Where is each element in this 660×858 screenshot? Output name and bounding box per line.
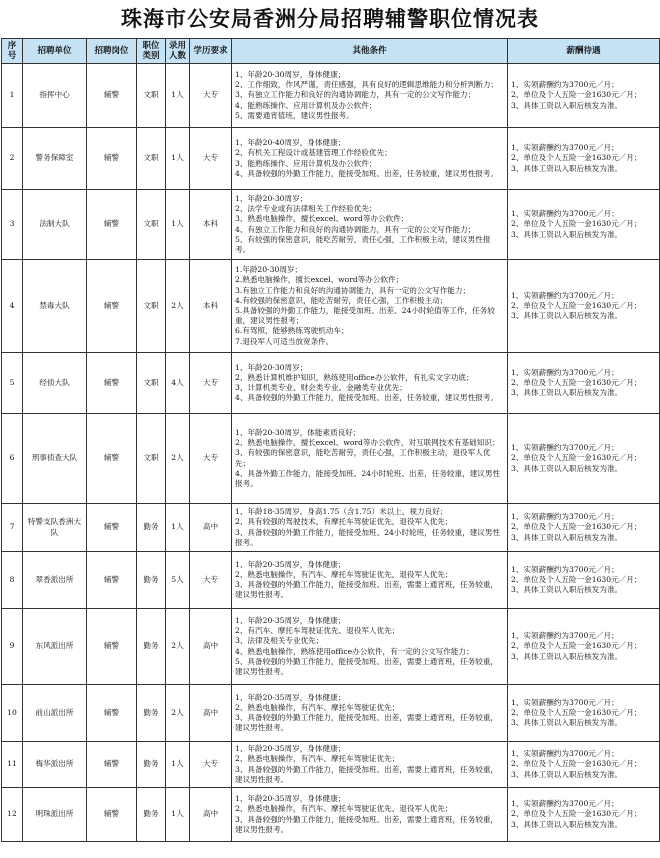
cell-post: 辅警 bbox=[87, 128, 137, 190]
cell-unit: 翠香派出所 bbox=[23, 552, 87, 609]
cell-conditions bbox=[232, 742, 508, 788]
salary-line: 2、单位及个人五险一金1630元／月； bbox=[511, 300, 642, 310]
cell-post: 辅警 bbox=[87, 788, 137, 842]
cell-post: 辅警 bbox=[87, 414, 137, 504]
condition-line: 1、年龄20-40周岁，身体健康； bbox=[235, 138, 346, 148]
salary-line: 2、单位及个人五险一金1630元／月； bbox=[511, 377, 642, 387]
condition-line: 2、熟悉电脑操作，有汽车、摩托车驾驶证优先、退役军人优先； bbox=[235, 804, 453, 814]
table-row bbox=[2, 414, 660, 504]
table-row bbox=[2, 190, 660, 260]
cell-count: 1人 bbox=[166, 64, 190, 128]
cell-seq: 10 bbox=[2, 685, 23, 742]
cell-count: 1人 bbox=[166, 128, 190, 190]
salary-line: 3、具体工资以入职后核发为准。 bbox=[511, 463, 623, 473]
salary-line: 1、实领薪酬约为3700元／月； bbox=[511, 564, 619, 574]
condition-line: 2、熟悉电脑操作，有汽车、摩托车驾驶证优先； bbox=[235, 754, 400, 764]
cell-category: 文职 bbox=[137, 353, 166, 414]
cell-conditions bbox=[232, 788, 508, 842]
cell-post: 辅警 bbox=[87, 260, 137, 353]
cell-education: 大专 bbox=[190, 414, 232, 504]
cell-salary bbox=[508, 552, 660, 609]
cell-conditions bbox=[232, 685, 508, 742]
cell-count: 1人 bbox=[166, 504, 190, 552]
header-post: 招聘岗位 bbox=[87, 39, 137, 64]
table-row bbox=[2, 353, 660, 414]
salary-line: 3、具体工资以入职后核发为准。 bbox=[511, 229, 623, 239]
cell-salary bbox=[508, 64, 660, 128]
cell-category: 文职 bbox=[137, 260, 166, 353]
cell-count: 2人 bbox=[166, 609, 190, 685]
condition-line: 3、具备较强的外勤工作能力，能接受加班、出差，需要上通宵班，任务较重，建议男性报考。 bbox=[235, 713, 499, 733]
condition-line: 4、具备较强的外勤工作能力，能接受加班、出差，任务较重，建议男性报考。 bbox=[235, 168, 499, 178]
header-conditions: 其他条件 bbox=[232, 39, 508, 64]
cell-category: 勤务 bbox=[137, 504, 166, 552]
table-row bbox=[2, 64, 660, 128]
condition-line: 4、熟悉电脑操作，熟练使用office办公软件，有一定的公文写作能力； bbox=[235, 646, 474, 656]
condition-line: 2、具有较强的驾驶技术，有摩托车驾驶证优先，退役军人优先； bbox=[235, 517, 453, 527]
salary-line: 2、单位及个人五险一金1630元／月； bbox=[511, 219, 642, 229]
cell-salary bbox=[508, 414, 660, 504]
condition-line: 2、有机关工程设计或基建管理工作经验优先； bbox=[235, 148, 392, 158]
table-header-row bbox=[2, 39, 660, 64]
salary-line: 3、具体工资以入职后核发为准。 bbox=[511, 532, 623, 542]
condition-line: 5、需要通宵值班，建议男性报考。 bbox=[235, 110, 354, 120]
cell-category: 文职 bbox=[137, 64, 166, 128]
cell-education: 大专 bbox=[190, 552, 232, 609]
cell-unit: 刑事侦查大队 bbox=[23, 414, 87, 504]
cell-education: 大专 bbox=[190, 742, 232, 788]
salary-line: 1、实领薪酬约为3700元／月； bbox=[511, 209, 619, 219]
cell-post: 辅警 bbox=[87, 64, 137, 128]
header-unit: 招聘单位 bbox=[23, 39, 87, 64]
condition-line: 2、熟悉计算机维护知识，熟练使用office办公软件，有扎实文字功底； bbox=[235, 372, 474, 382]
cell-salary bbox=[508, 788, 660, 842]
cell-seq: 12 bbox=[2, 788, 23, 842]
cell-post: 辅警 bbox=[87, 504, 137, 552]
table-row bbox=[2, 552, 660, 609]
header-salary: 薪酬待遇 bbox=[508, 39, 660, 64]
salary-line: 2、单位及个人五险一金1630元／月； bbox=[511, 809, 642, 819]
cell-unit: 经侦大队 bbox=[23, 353, 87, 414]
salary-line: 1、实领薪酬约为3700元／月； bbox=[511, 80, 619, 90]
cell-salary bbox=[508, 353, 660, 414]
condition-line: 1、年龄20-30周岁； bbox=[235, 193, 308, 203]
condition-line: 2、熟悉电脑操作，有汽车、摩托车驾驶证优先，退役军人优先； bbox=[235, 569, 453, 579]
header-seq: 序号 bbox=[2, 39, 23, 64]
condition-line: 1、年龄20-30周岁，身体健康； bbox=[235, 69, 346, 79]
condition-line: 4、能熟练操作、应用计算机及办公软件； bbox=[235, 100, 377, 110]
condition-line: 1、年龄20-30周岁，体能素质良好； bbox=[235, 427, 361, 437]
salary-line: 2、单位及个人五险一金1630元／月； bbox=[511, 707, 642, 717]
salary-line: 1、实领薪酬约为3700元／月； bbox=[511, 290, 619, 300]
condition-line: 3、熟悉电脑操作，擅长excel、word等办公软件； bbox=[235, 214, 409, 224]
cell-count: 1人 bbox=[166, 190, 190, 260]
cell-post: 辅警 bbox=[87, 353, 137, 414]
cell-seq: 4 bbox=[2, 260, 23, 353]
salary-line: 2、单位及个人五险一金1630元／月； bbox=[511, 759, 642, 769]
cell-education: 高中 bbox=[190, 788, 232, 842]
condition-line: 1、年龄20-35周岁，身体健康； bbox=[235, 744, 346, 754]
cell-conditions bbox=[232, 353, 508, 414]
cell-category: 勤务 bbox=[137, 609, 166, 685]
cell-unit: 特警支队香洲大队 bbox=[23, 504, 87, 552]
cell-seq: 1 bbox=[2, 64, 23, 128]
cell-unit: 明珠派出所 bbox=[23, 788, 87, 842]
cell-seq: 5 bbox=[2, 353, 23, 414]
cell-category: 勤务 bbox=[137, 788, 166, 842]
condition-line: 6.有驾照，能够熟练驾驶机动车； bbox=[235, 326, 349, 336]
salary-line: 1、实领薪酬约为3700元／月； bbox=[511, 749, 619, 759]
cell-unit: 东风派出所 bbox=[23, 609, 87, 685]
condition-line: 3.有独立工作能力和良好的沟通协调能力，具有一定的公文写作能力； bbox=[235, 285, 471, 295]
table-row bbox=[2, 609, 660, 685]
cell-salary bbox=[508, 742, 660, 788]
condition-line: 2、法学专业或有法律相关工作经验优先； bbox=[235, 204, 377, 214]
cell-salary bbox=[508, 504, 660, 552]
cell-unit: 法制大队 bbox=[23, 190, 87, 260]
cell-salary bbox=[508, 190, 660, 260]
cell-education: 大专 bbox=[190, 128, 232, 190]
condition-line: 4、有独立工作能力和良好的沟通协调能力，具有一定的公文写作能力； bbox=[235, 224, 476, 234]
salary-line: 2、单位及个人五险一金1630元／月； bbox=[511, 574, 642, 584]
condition-line: 3、具备较强的外勤工作能力，能接受加班、出差，需要上通宵班，任务较重，建议男性报考。 bbox=[235, 764, 499, 784]
salary-line: 3、具体工资以入职后核发为准。 bbox=[511, 388, 623, 398]
condition-line: 5、有较强的保密意识，能吃苦耐劳，责任心强，工作积极主动，建议男性报考。 bbox=[235, 234, 491, 254]
salary-line: 2、单位及个人五险一金1630元／月； bbox=[511, 641, 642, 651]
salary-line: 3、具体工资以入职后核发为准。 bbox=[511, 651, 623, 661]
salary-line: 3、具体工资以入职后核发为准。 bbox=[511, 311, 623, 321]
condition-line: 5、具备较强的外勤工作能力，能接受加班、出差，需要上通宵班，任务较重，建议男性报考。 bbox=[235, 656, 499, 676]
salary-line: 1、实领薪酬约为3700元／月； bbox=[511, 512, 619, 522]
condition-line: 4、具备较强的外勤工作能力，能接受加班、出差，任务较重，建议男性报考。 bbox=[235, 393, 499, 403]
cell-unit: 警务保障室 bbox=[23, 128, 87, 190]
cell-conditions bbox=[232, 64, 508, 128]
salary-line: 3、具体工资以入职后核发为准。 bbox=[511, 100, 623, 110]
cell-category: 勤务 bbox=[137, 742, 166, 788]
cell-education: 高中 bbox=[190, 504, 232, 552]
condition-line: 3、具备较强的外勤工作能力，能接受加班、24小时轮班，任务较重，建议男性报考。 bbox=[235, 527, 501, 547]
table-body bbox=[2, 64, 660, 842]
table-row bbox=[2, 128, 660, 190]
cell-seq: 2 bbox=[2, 128, 23, 190]
condition-line: 2、熟悉电脑操作，擅长excel、word等办公软件，对互联网技术有基础知识； bbox=[235, 438, 500, 448]
cell-count: 1人 bbox=[166, 788, 190, 842]
condition-line: 3、能熟练操作、应用计算机及办公软件； bbox=[235, 158, 377, 168]
salary-line: 1、实领薪酬约为3700元／月； bbox=[511, 799, 619, 809]
salary-line: 1、实领薪酬约为3700元／月； bbox=[511, 143, 619, 153]
cell-category: 文职 bbox=[137, 190, 166, 260]
condition-line: 3、有较强的保密意识，能吃苦耐劳，责任心强，工作积极主动，退役军人优先； bbox=[235, 448, 491, 468]
cell-post: 辅警 bbox=[87, 685, 137, 742]
cell-education: 高中 bbox=[190, 685, 232, 742]
salary-line: 1、实领薪酬约为3700元／月； bbox=[511, 631, 619, 641]
salary-line: 3、具体工资以入职后核发为准。 bbox=[511, 718, 623, 728]
cell-count: 4人 bbox=[166, 353, 190, 414]
cell-conditions bbox=[232, 190, 508, 260]
condition-line: 2、工作细致，作风严谨，责任感强，具有良好的逻辑思维能力和分析判断力； bbox=[235, 80, 499, 90]
condition-line: 3、法律及相关专业优先； bbox=[235, 636, 324, 646]
salary-line: 1、实领薪酬约为3700元／月； bbox=[511, 697, 619, 707]
condition-line: 4.有较强的保密意识，能吃苦耐劳，责任心强，工作积极主动； bbox=[235, 295, 448, 305]
cell-salary bbox=[508, 260, 660, 353]
cell-seq: 7 bbox=[2, 504, 23, 552]
salary-line: 3、具体工资以入职后核发为准。 bbox=[511, 819, 623, 829]
cell-unit: 禁毒大队 bbox=[23, 260, 87, 353]
cell-seq: 11 bbox=[2, 742, 23, 788]
salary-line: 3、具体工资以入职后核发为准。 bbox=[511, 769, 623, 779]
cell-education: 本科 bbox=[190, 260, 232, 353]
cell-conditions bbox=[232, 609, 508, 685]
salary-line: 2、单位及个人五险一金1630元／月； bbox=[511, 153, 642, 163]
cell-category: 勤务 bbox=[137, 685, 166, 742]
table-row bbox=[2, 504, 660, 552]
cell-education: 高中 bbox=[190, 609, 232, 685]
cell-salary bbox=[508, 609, 660, 685]
cell-conditions bbox=[232, 504, 508, 552]
table-row bbox=[2, 742, 660, 788]
cell-post: 辅警 bbox=[87, 552, 137, 609]
salary-line: 3、具体工资以入职后核发为准。 bbox=[511, 585, 623, 595]
header-count: 录用人数 bbox=[166, 39, 190, 64]
header-education: 学历要求 bbox=[190, 39, 232, 64]
cell-unit: 前山派出所 bbox=[23, 685, 87, 742]
condition-line: 1、年龄20-35周岁，身体健康； bbox=[235, 615, 346, 625]
condition-line: 3、有独立工作能力和良好的沟通协调能力，具有一定的公文写作能力； bbox=[235, 90, 476, 100]
table-row bbox=[2, 260, 660, 353]
table-row bbox=[2, 788, 660, 842]
cell-seq: 3 bbox=[2, 190, 23, 260]
condition-line: 1、年龄18-35周岁，身高1.75（含1.75）米以上，视力良好； bbox=[235, 507, 448, 517]
cell-count: 2人 bbox=[166, 685, 190, 742]
salary-line: 3、具体工资以入职后核发为准。 bbox=[511, 163, 623, 173]
condition-line: 2、熟悉电脑操作，有汽车、摩托车驾驶证优先； bbox=[235, 702, 400, 712]
condition-line: 1、年龄20-30周岁； bbox=[235, 362, 308, 372]
cell-post: 辅警 bbox=[87, 190, 137, 260]
condition-line: 5.具备较强的外勤工作能力，能接受加班、出差、24小时轮值等工作，任务较重，建议男性报考； bbox=[235, 306, 495, 326]
salary-line: 1、实领薪酬约为3700元／月； bbox=[511, 443, 619, 453]
table-row bbox=[2, 685, 660, 742]
cell-conditions bbox=[232, 552, 508, 609]
cell-salary bbox=[508, 128, 660, 190]
cell-seq: 6 bbox=[2, 414, 23, 504]
salary-line: 2、单位及个人五险一金1630元／月； bbox=[511, 453, 642, 463]
cell-unit: 梅华派出所 bbox=[23, 742, 87, 788]
condition-line: 3、具备较强的外勤工作能力，能接受加班、出差，需要上通宵班，任务较重，建议男性报考。 bbox=[235, 814, 499, 834]
cell-seq: 8 bbox=[2, 552, 23, 609]
cell-education: 本科 bbox=[190, 190, 232, 260]
recruitment-table bbox=[1, 38, 660, 842]
cell-conditions bbox=[232, 260, 508, 353]
cell-education: 大专 bbox=[190, 64, 232, 128]
condition-line: 7.退役军人可适当放宽条件。 bbox=[235, 336, 334, 346]
salary-line: 1、实领薪酬约为3700元／月； bbox=[511, 367, 619, 377]
condition-line: 4、具备外勤工作能力，能接受加班、24小时轮班、出差，任务较重，建议男性报考。 bbox=[235, 468, 501, 488]
cell-seq: 9 bbox=[2, 609, 23, 685]
cell-count: 2人 bbox=[166, 414, 190, 504]
salary-line: 2、单位及个人五险一金1630元／月； bbox=[511, 90, 642, 100]
cell-count: 1人 bbox=[166, 742, 190, 788]
cell-category: 文职 bbox=[137, 414, 166, 504]
cell-unit: 指挥中心 bbox=[23, 64, 87, 128]
salary-line: 2、单位及个人五险一金1630元／月； bbox=[511, 522, 642, 532]
condition-line: 1、年龄20-35周岁，身体健康； bbox=[235, 794, 346, 804]
cell-salary bbox=[508, 685, 660, 742]
cell-category: 勤务 bbox=[137, 552, 166, 609]
cell-category: 文职 bbox=[137, 128, 166, 190]
condition-line: 3、具备较强的外勤工作能力，能接受加班、出差，需要上通宵班，任务较重，建议男性报考。 bbox=[235, 580, 499, 600]
page-title: 珠海市公安局香洲分局招聘辅警职位情况表 bbox=[121, 7, 539, 31]
cell-conditions bbox=[232, 128, 508, 190]
cell-post: 辅警 bbox=[87, 742, 137, 788]
condition-line: 3、计算机类专业、财会类专业、金融类专业优先； bbox=[235, 383, 407, 392]
condition-line: 2.熟悉电脑操作，擅长excel、word等办公软件； bbox=[235, 275, 404, 285]
cell-count: 2人 bbox=[166, 260, 190, 353]
cell-conditions bbox=[232, 414, 508, 504]
cell-count: 5人 bbox=[166, 552, 190, 609]
condition-line: 1、年龄20-35周岁，身体健康； bbox=[235, 692, 346, 702]
condition-line: 1、年龄20-35周岁，身体健康； bbox=[235, 559, 346, 569]
cell-education: 大专 bbox=[190, 353, 232, 414]
header-category: 职位类别 bbox=[137, 39, 166, 64]
condition-line: 1.年龄20-30周岁； bbox=[235, 265, 303, 275]
condition-line: 2、有汽车、摩托车驾驶证优先、退役军人优先； bbox=[235, 626, 400, 636]
cell-post: 辅警 bbox=[87, 609, 137, 685]
